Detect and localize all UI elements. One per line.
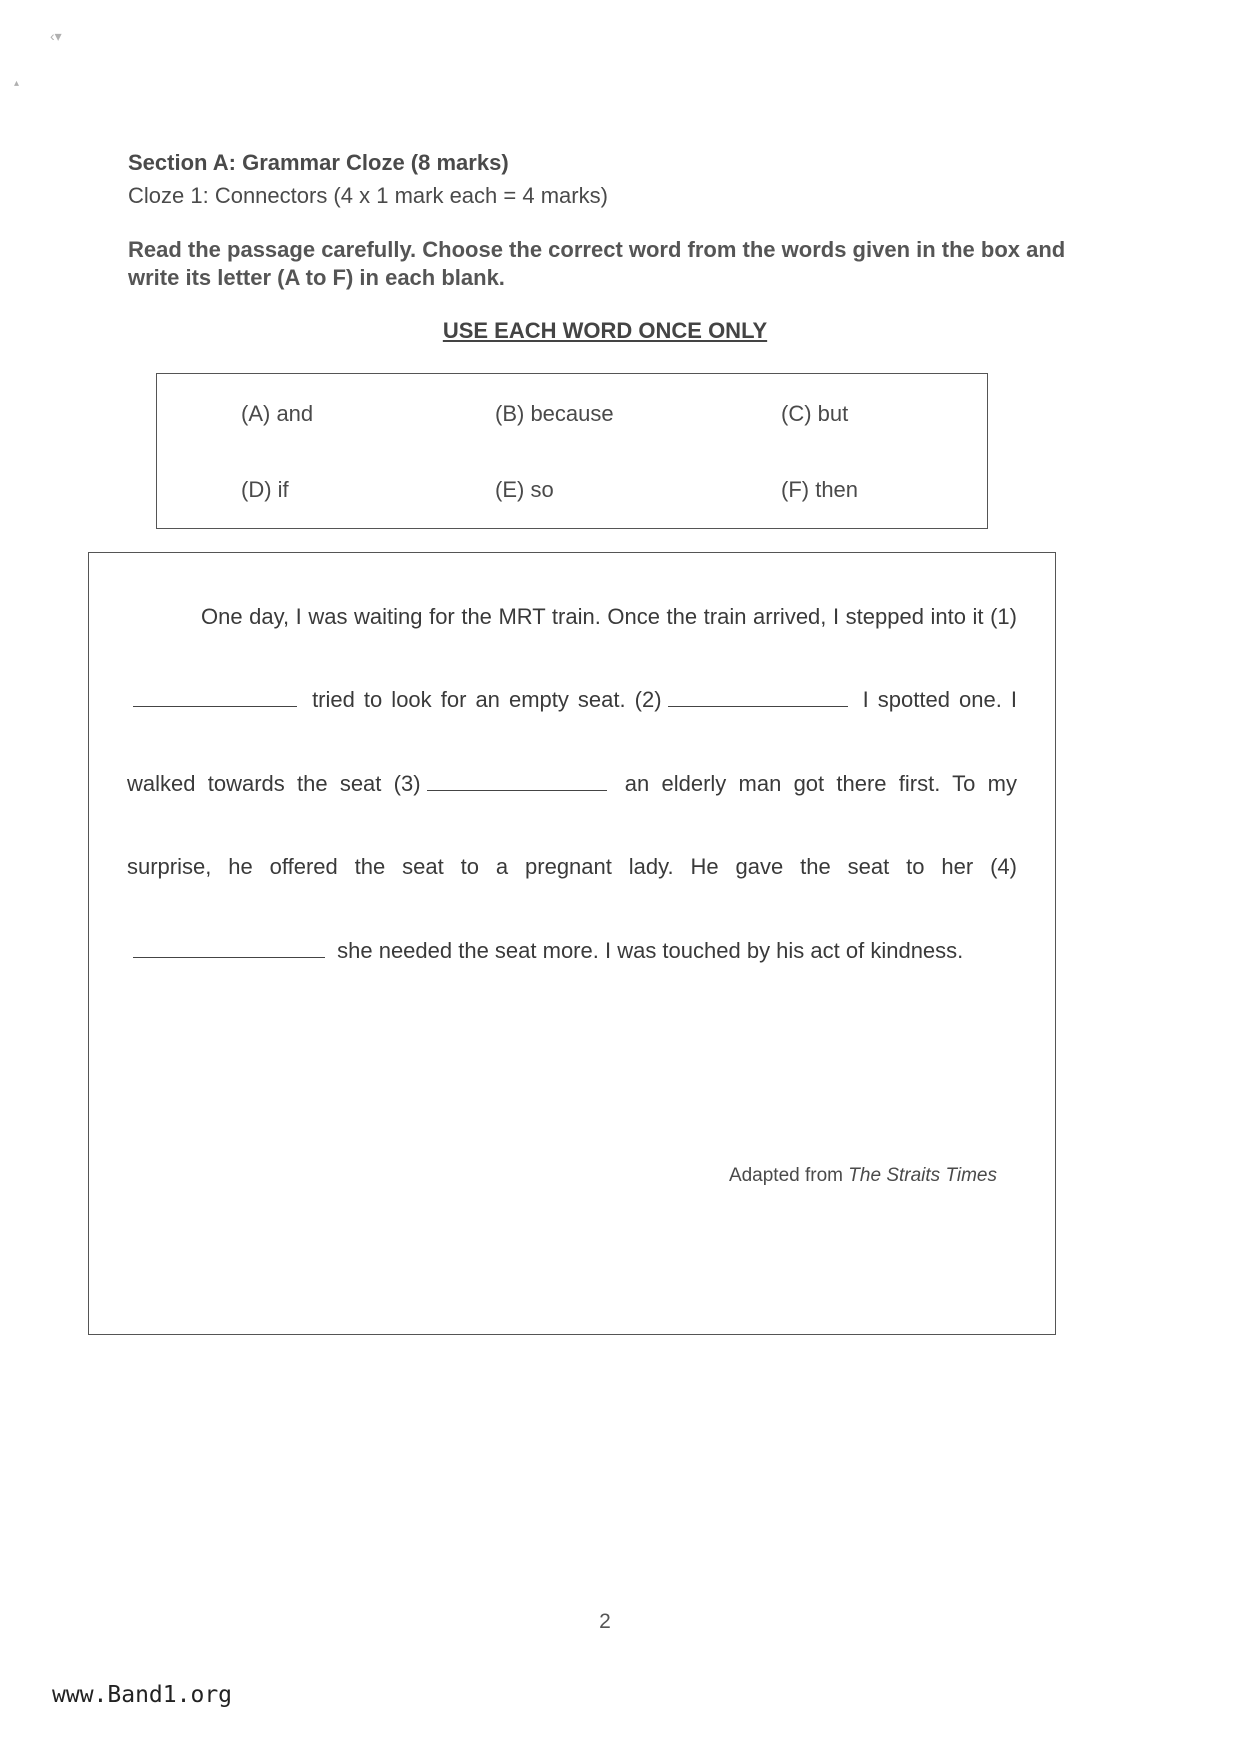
option-b: (B) because xyxy=(495,401,614,426)
passage-segment-1: One day, I was waiting for the MRT train. Once the train arrived, I stepped into it (1) xyxy=(201,604,1017,629)
source-prefix: Adapted from xyxy=(728,1165,844,1186)
passage-text xyxy=(127,575,1017,992)
option-d: (D) if xyxy=(241,477,289,502)
blank-4[interactable] xyxy=(133,937,325,958)
blank-3[interactable] xyxy=(427,770,607,791)
source-title: The Straits Times xyxy=(848,1165,997,1186)
blank-1[interactable] xyxy=(133,686,297,707)
passage-segment-4: an elderly man got there first. To my surprise, he offered the seat to a pregnant lady. He gave the seat to her (4) xyxy=(127,770,1017,880)
option-f: (F) then xyxy=(781,477,859,502)
blank-2[interactable] xyxy=(668,686,848,707)
passage-segment-5: she needed the seat more. I was touched by his act of kindness. xyxy=(337,937,964,963)
scan-dot: ▴ xyxy=(14,78,20,89)
passage-box xyxy=(88,552,1056,1335)
source-attribution xyxy=(729,1165,997,1187)
passage-segment-3: I spotted one. I walked towards the seat (3) xyxy=(127,687,1017,796)
scan-mark: ‹▾ xyxy=(50,28,62,44)
passage-segment-2: tried to look for an empty seat. (2) xyxy=(312,687,662,713)
option-e: (E) so xyxy=(495,477,554,502)
footer-url: www.Band1.org xyxy=(52,1682,233,1708)
instruction: Read the passage carefully. Choose the correct word from the words given in the box and write its letter (A to F) in each blank. xyxy=(128,237,1066,290)
use-each-word-once-heading: USE EACH WORD ONCE ONLY xyxy=(442,318,768,343)
option-a: (A) and xyxy=(241,401,314,426)
page-number: 2 xyxy=(599,1610,611,1633)
option-c: (C) but xyxy=(781,401,849,426)
word-options-box xyxy=(156,373,988,529)
section-title: Section A: Grammar Cloze (8 marks) xyxy=(128,150,509,175)
cloze-title: Cloze 1: Connectors (4 x 1 mark each = 4 marks) xyxy=(128,183,608,208)
